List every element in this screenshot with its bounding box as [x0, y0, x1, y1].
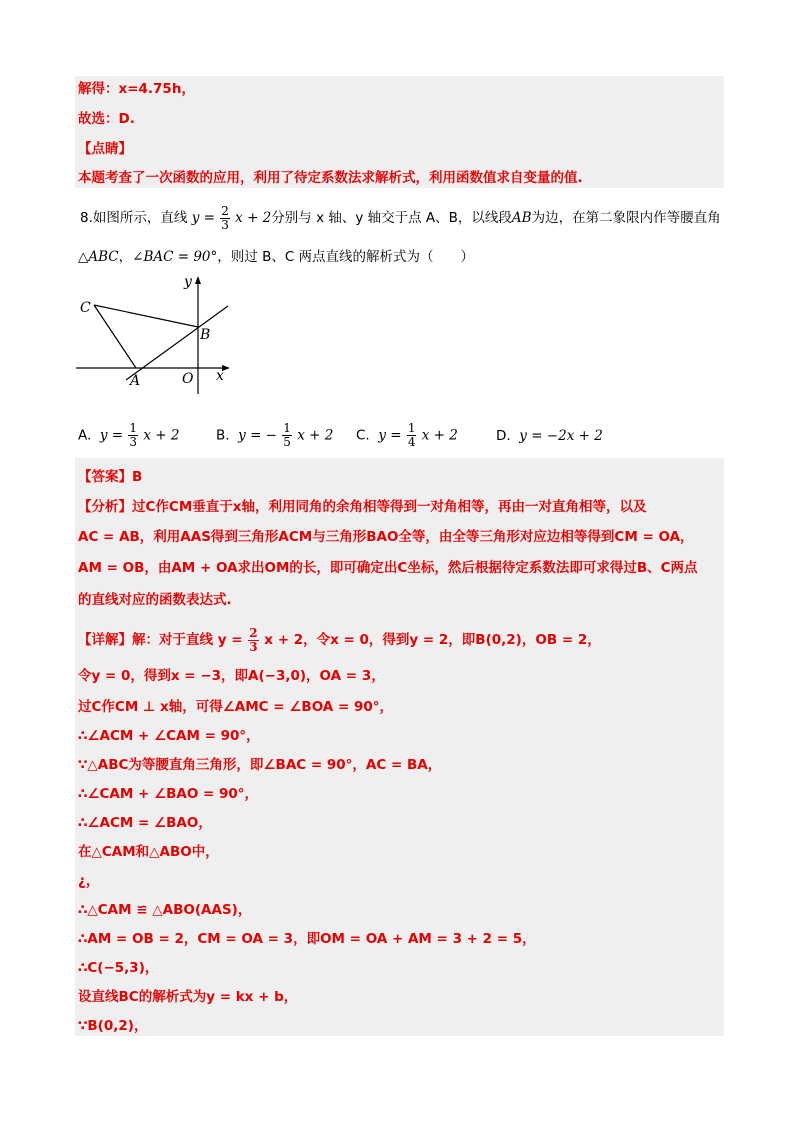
- label-o: O: [182, 371, 194, 387]
- question-text-4: ，则过 B、C 两点直线的解析式为（ ）: [217, 249, 475, 265]
- detail-line-5: ∵△ABC为等腰直角三角形，即∠BAC = 90°，AC = BA，: [78, 757, 442, 773]
- label-y: y: [184, 274, 192, 290]
- option-c-letter: C.: [356, 427, 370, 444]
- option-a-num: 1: [129, 421, 138, 435]
- option-a-den: 3: [129, 435, 138, 449]
- label-c: C: [80, 300, 91, 316]
- top-line-4: 本题考查了一次函数的应用，利用了待定系数法求解析式，利用函数值求自变量的值.: [78, 170, 583, 186]
- detail-1-num: 2: [249, 625, 258, 640]
- option-d-letter: D.: [496, 428, 511, 444]
- option-c-pre: y =: [378, 427, 402, 444]
- label-a: A: [130, 373, 141, 389]
- detail-1-frac: [248, 627, 258, 654]
- detail-line-4: ∴∠ACM + ∠CAM = 90°，: [78, 728, 260, 744]
- detail-line-9: ¿，: [78, 873, 100, 889]
- top-line-3: 【点睛】: [78, 141, 132, 157]
- detail-1a: 【详解】解：对于直线: [78, 632, 213, 648]
- segment-cb: [94, 305, 198, 327]
- detail-line-13: 设直线BC的解析式为y = kx + b，: [78, 989, 298, 1005]
- option-a[interactable]: [78, 422, 179, 449]
- option-d[interactable]: [496, 428, 603, 444]
- fn-frac-num: 2: [221, 203, 229, 218]
- fn-eq: =: [203, 210, 215, 226]
- detail-line-2: 令y = 0，得到x = −3，即A(−3,0)，OA = 3，: [78, 668, 385, 684]
- detail-1c: x + 2，令x = 0，得到y = 2，即B(0,2)，OB = 2，: [264, 632, 601, 648]
- analysis-line-3: AM = OB，由AM + OA求出OM的长，即可确定出C坐标，然后根据待定系数法即可求得过B、C两点: [78, 560, 698, 576]
- detail-line-10: ∴△CAM ≌ △ABO(AAS)，: [78, 902, 252, 918]
- option-a-pre: y =: [99, 427, 124, 444]
- option-b-pre: y = −: [238, 427, 277, 444]
- detail-line-3: 过C作CM ⊥ x轴，可得∠AMC = ∠BOA = 90°，: [78, 699, 394, 715]
- line-ab: [126, 306, 228, 380]
- detail-1b: y =: [217, 632, 243, 648]
- option-b-frac: [282, 422, 292, 449]
- segment-ab: AB: [511, 210, 532, 226]
- option-b-den: 5: [283, 435, 291, 449]
- label-x: x: [216, 368, 224, 384]
- detail-line-1: [78, 626, 601, 654]
- option-b-num: 1: [283, 421, 291, 435]
- question-text-2: 分别与 x 轴、y 轴交于点 A、B，以线段: [271, 210, 512, 226]
- option-c-num: 1: [407, 421, 416, 435]
- option-b[interactable]: [216, 422, 333, 449]
- fn-fraction: [220, 205, 230, 232]
- option-c-den: 4: [407, 435, 416, 449]
- question-number: 8.: [80, 210, 93, 226]
- question-text-3: 为边，在第二象限内作等腰直角: [531, 210, 721, 226]
- question-line-2: [78, 248, 474, 266]
- detail-line-11: ∴AM = OB = 2，CM = OA = 3，即OM = OA + AM = 3 + 2 = 5，: [78, 931, 536, 947]
- option-b-post: x + 2: [297, 427, 334, 444]
- detail-line-6: ∴∠CAM + ∠BAO = 90°，: [78, 786, 259, 802]
- fn-frac-den: 3: [221, 217, 229, 232]
- detail-line-8: 在△CAM和△ABO中，: [78, 844, 219, 860]
- question-line-1: [80, 204, 721, 232]
- y-axis-arrow: [195, 276, 201, 284]
- option-c-frac: [407, 422, 417, 449]
- angle-bac: ∠BAC = 90°: [132, 249, 218, 265]
- label-b: B: [200, 327, 211, 343]
- option-a-post: x + 2: [143, 427, 180, 444]
- detail-line-12: ∴C(−5,3)，: [78, 960, 159, 976]
- question-text-1: 如图所示，直线: [92, 210, 188, 226]
- top-line-1: 解得：x=4.75h，: [78, 81, 195, 97]
- segment-ca: [94, 305, 136, 368]
- analysis-line-4: 的直线对应的函数表达式.: [78, 592, 232, 608]
- fn-rest: x + 2: [235, 210, 272, 226]
- option-a-frac: [128, 422, 138, 449]
- analysis-line-1: 【分析】过C作CM垂直于x轴，利用同角的余角相等得到一对角相等，再由一对直角相等，以及: [78, 499, 647, 515]
- triangle-abc: △ABC: [78, 249, 119, 265]
- answer-label: 【答案】B: [78, 469, 143, 485]
- analysis-line-2: AC = AB，利用AAS得到三角形ACM与三角形BAO全等，由全等三角形对应边相等得到CM = OA，: [78, 529, 694, 545]
- detail-line-7: ∴∠ACM = ∠BAO，: [78, 815, 212, 831]
- option-c[interactable]: [356, 422, 458, 449]
- detail-1-den: 3: [249, 639, 258, 654]
- fn-y: y: [191, 210, 200, 226]
- geometry-figure: [70, 272, 250, 402]
- option-a-letter: A.: [78, 427, 92, 444]
- option-c-post: x + 2: [421, 427, 458, 444]
- separator: ，: [118, 249, 133, 265]
- detail-line-14: ∵B(0,2)，: [78, 1018, 148, 1034]
- option-b-letter: B.: [216, 427, 230, 444]
- option-d-pre: y = −2x + 2: [519, 428, 603, 444]
- top-line-2: 故选：D.: [78, 111, 135, 127]
